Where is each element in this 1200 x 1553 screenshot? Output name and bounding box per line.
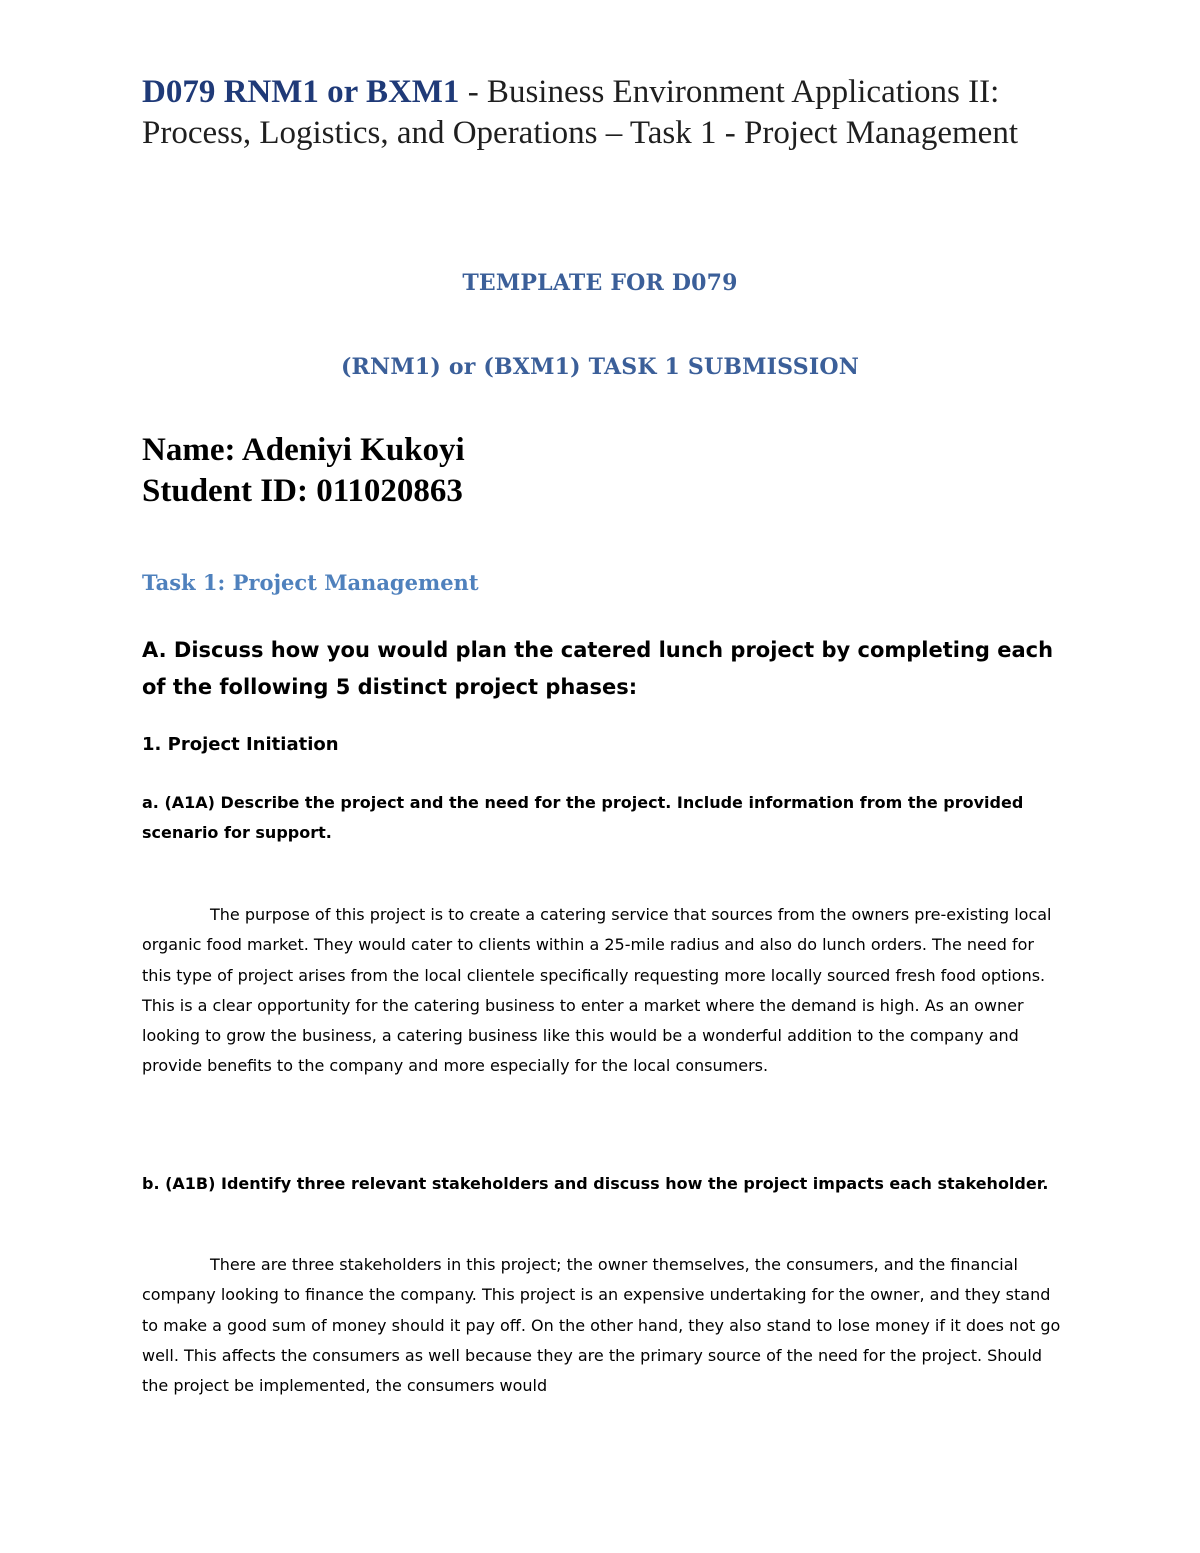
a1a-prompt: a. (A1A) Describe the project and the need for the project. Include information from the provided scenario for support.	[142, 793, 1024, 842]
student-name: Name: Adeniyi Kukoyi	[142, 432, 465, 468]
template-heading-line-1: TEMPLATE FOR D079	[462, 270, 738, 296]
course-title: - Business Environment Applications II: Process, Logistics, and Operations – Task 1 - Project Management	[142, 74, 1018, 151]
student-info	[142, 430, 465, 512]
phase-1-heading: 1. Project Initiation	[142, 734, 339, 755]
a1b-response: There are three stakeholders in this project; the owner themselves, the consumers, and the financial company looking to finance the company. This project is an expensive undertaking for the owner, and they stand to make a good sum of money should it pay off. On the other hand, they also stand to lose money if it does not go well. This affects the consumers as well because they are the primary source of the need for the project. Should the project be implemented, the consumers would	[142, 1255, 1061, 1396]
a1a-response: The purpose of this project is to create a catering service that sources from the owners pre-existing local organic food market. They would cater to clients within a 25-mile radius and also do lunch orders. The need for this type of project arises from the local clientele specifically requesting more locally sourced fresh food options. This is a clear opportunity for the catering business to enter a market where the demand is high. As an owner looking to grow the business, a catering business like this would be a wonderful addition to the company and provide benefits to the company and more especially for the local consumers.	[142, 905, 1052, 1076]
course-code: D079 RNM1 or BXM1	[142, 74, 460, 110]
task-heading: Task 1: Project Management	[142, 570, 479, 595]
document-title	[142, 72, 1102, 154]
student-id: Student ID: 011020863	[142, 473, 463, 509]
template-heading-line-2: (RNM1) or (BXM1) TASK 1 SUBMISSION	[340, 354, 860, 380]
section-a-prompt: A. Discuss how you would plan the catered lunch project by completing each of the following 5 distinct project phases:	[142, 638, 1054, 699]
a1b-prompt: b. (A1B) Identify three relevant stakeholders and discuss how the project impacts each stakeholder.	[142, 1174, 1049, 1193]
